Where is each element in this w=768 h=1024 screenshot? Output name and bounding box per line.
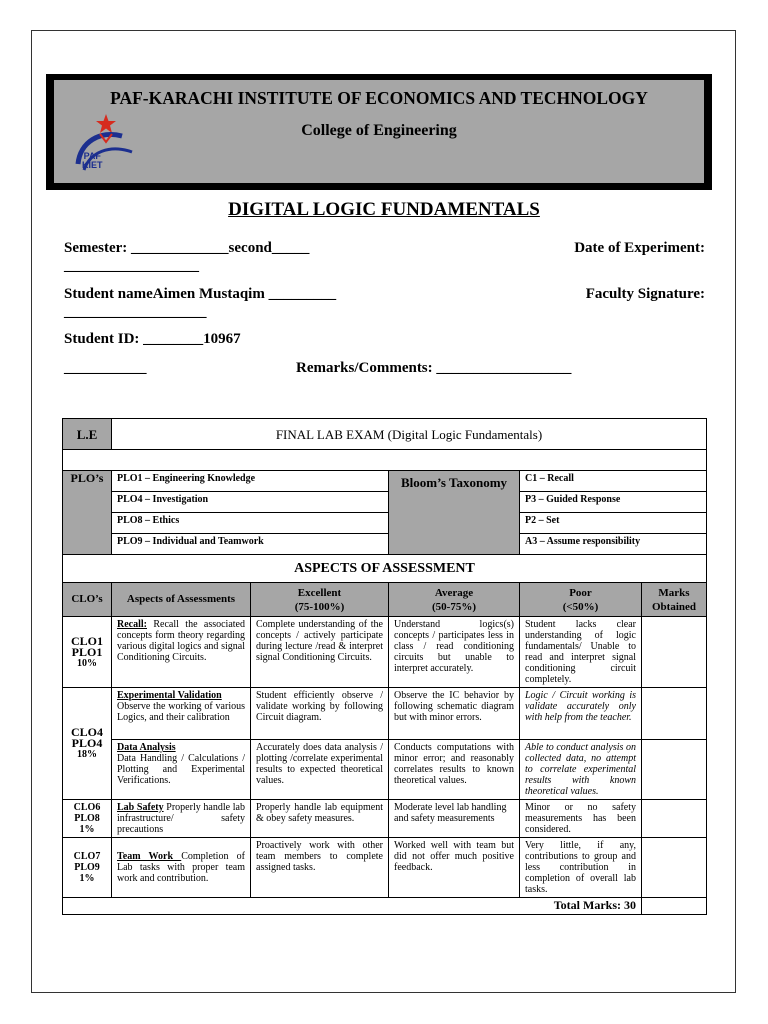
marks-cell[interactable] xyxy=(642,617,707,688)
blooms-item: C1 – Recall xyxy=(520,471,707,492)
poor-cell: Able to conduct analysis on collected data, no attempt to correlate experimental results with known theoretical values. xyxy=(520,740,642,800)
logo-text xyxy=(82,152,103,170)
plos-label: PLO’s xyxy=(63,471,112,555)
exam-title xyxy=(112,419,707,450)
plo-row-1 xyxy=(63,471,707,492)
assessment-rubric-table xyxy=(62,418,707,915)
blooms-taxonomy-label: Bloom’s Taxonomy xyxy=(389,471,520,555)
clo-weight: 18% xyxy=(77,749,97,760)
aspect-title: Lab Safety xyxy=(117,802,164,813)
total-marks: Total Marks: 30 xyxy=(63,898,642,915)
clo-cell xyxy=(63,688,112,800)
date-of-experiment-line: __________________ xyxy=(64,258,199,274)
spacer-row xyxy=(63,450,707,471)
col-poor-range: (<50%) xyxy=(562,600,599,613)
aspect-title: Recall: xyxy=(117,619,147,630)
table-row xyxy=(63,688,707,740)
excellent-cell: Student efficiently observe / validate working by following Circuit diagram. xyxy=(251,688,389,740)
total-marks-value[interactable] xyxy=(642,898,707,915)
clo-weight: 1% xyxy=(79,824,95,835)
aspect-text: Data Handling / Calculations / Plotting and Experimental Verifications. xyxy=(117,753,245,786)
plo-code: PLO1 xyxy=(71,644,103,659)
average-cell: Conducts computations with minor error; and reasonably correlates results to known theoretical values. xyxy=(389,740,520,800)
average-cell: Worked well with team but did not offer much positive feedback. xyxy=(389,838,520,898)
clo-cell xyxy=(63,617,112,688)
clo-code: CLO4 xyxy=(70,725,103,739)
logo-text-kiet: KIET xyxy=(82,160,103,170)
document-title: DIGITAL LOGIC FUNDAMENTALS xyxy=(228,199,540,220)
plo-row-2 xyxy=(63,492,707,513)
col-excellent xyxy=(251,583,389,617)
table-row xyxy=(63,617,707,688)
poor-cell: Student lacks clear understanding of logic fundamentals/ Unable to read and interpret signal conditioning circuit completely. xyxy=(520,617,642,688)
plo-code: PLO4 xyxy=(71,736,103,750)
clo-cell xyxy=(63,800,112,838)
poor-cell: Very little, if any, contributions to group and less contribution in completion of overall lab tasks. xyxy=(520,838,642,898)
table-row xyxy=(63,838,707,898)
header-banner xyxy=(46,74,712,190)
logo-text-paf: PAF xyxy=(83,151,101,161)
blooms-item: A3 – Assume responsibility xyxy=(520,534,707,555)
semester-field: Semester: _____________second_____ xyxy=(64,240,310,256)
col-average-label: Average xyxy=(434,586,474,599)
aspect-cell xyxy=(112,800,251,838)
remarks-field: Remarks/Comments: __________________ xyxy=(296,360,572,376)
marks-cell[interactable] xyxy=(642,688,707,740)
excellent-cell: Complete understanding of the concepts / actively participate during lecture /read & interpret signal Conditioning Circuits. xyxy=(251,617,389,688)
header-inner xyxy=(54,80,704,183)
aspect-text: Recall the associated concepts form theory regarding various digital logics and signal Conditioning Circuits. xyxy=(117,619,245,663)
poor-cell: Minor or no safety measurements has been considered. xyxy=(520,800,642,838)
aspect-cell xyxy=(112,838,251,898)
blank-line: ___________ xyxy=(64,360,147,376)
aspects-heading-row xyxy=(63,555,707,583)
aspect-title: Experimental Validation xyxy=(117,690,222,701)
marks-cell[interactable] xyxy=(642,740,707,800)
date-of-experiment-label: Date of Experiment: xyxy=(574,240,705,256)
plo-item: PLO1 – Engineering Knowledge xyxy=(112,471,389,492)
average-cell: Observe the IC behavior by following schematic diagram but with minor errors. xyxy=(389,688,520,740)
poor-cell: Logic / Circuit working is validate accurately only with help from the teacher. xyxy=(520,688,642,740)
marks-cell[interactable] xyxy=(642,800,707,838)
aspect-title: Team Work xyxy=(117,851,182,862)
faculty-signature-line: ___________________ xyxy=(64,304,207,320)
col-excellent-label: Excellent xyxy=(297,586,342,599)
col-average-range: (50-75%) xyxy=(432,600,476,613)
clo-code: CLO6 xyxy=(73,802,101,813)
faculty-signature-label: Faculty Signature: xyxy=(585,286,705,302)
aspect-cell xyxy=(112,617,251,688)
aspect-text: Properly handle lab infrastructure/ safety precautions xyxy=(117,802,245,835)
exam-title-text: FINAL LAB EXAM (Digital Logic Fundamentals) xyxy=(275,426,543,442)
table-row xyxy=(63,740,707,800)
col-clos: CLO’s xyxy=(63,583,112,617)
aspects-heading: ASPECTS OF ASSESSMENT xyxy=(63,555,707,583)
col-marks: Marks Obtained xyxy=(642,583,707,617)
plo-code: PLO9 xyxy=(74,862,100,873)
aspect-text: Completion of Lab tasks with proper team work and contribution. xyxy=(117,851,245,884)
col-poor xyxy=(520,583,642,617)
student-name-field: Student nameAimen Mustaqim _________ xyxy=(64,286,337,302)
col-poor-label: Poor xyxy=(569,586,592,599)
college-name: College of Engineering xyxy=(301,122,457,139)
plo-item: PLO4 – Investigation xyxy=(112,492,389,513)
excellent-cell: Accurately does data analysis / plotting /correlate experimental results to expected theoretical values. xyxy=(251,740,389,800)
blooms-item: P2 – Set xyxy=(520,513,707,534)
aspect-title: Data Analysis xyxy=(117,742,176,753)
aspect-cell xyxy=(112,740,251,800)
clo-code: CLO1 xyxy=(70,633,103,648)
col-excellent-range: (75-100%) xyxy=(294,600,345,613)
plo-code: PLO8 xyxy=(74,813,100,824)
blooms-item: P3 – Guided Response xyxy=(520,492,707,513)
col-aspects: Aspects of Assessments xyxy=(112,583,251,617)
le-row xyxy=(63,419,707,450)
average-cell: Moderate level lab handling and safety measurements xyxy=(389,800,520,838)
clo-cell xyxy=(63,838,112,898)
aspect-text: Observe the working of various Logics, and their calibration xyxy=(117,701,245,723)
total-row xyxy=(63,898,707,915)
le-label: L.E xyxy=(63,419,112,450)
plo-item: PLO9 – Individual and Teamwork xyxy=(112,534,389,555)
average-cell: Understand logics(s) concepts / participates less in class / read conditioning circuits but unable to interpret accurately. xyxy=(389,617,520,688)
clo-weight: 1% xyxy=(79,873,95,884)
plo-item: PLO8 – Ethics xyxy=(112,513,389,534)
student-id-field: Student ID: ________10967 xyxy=(64,331,241,347)
plo-row-3 xyxy=(63,513,707,534)
excellent-cell: Properly handle lab equipment & obey safety measures. xyxy=(251,800,389,838)
plo-row-4 xyxy=(63,534,707,555)
institute-name: PAF-KARACHI INSTITUTE OF ECONOMICS AND TECHNOLOGY xyxy=(110,88,648,108)
col-average xyxy=(389,583,520,617)
clo-code: CLO7 xyxy=(73,851,101,862)
excellent-cell: Proactively work with other team members to complete assigned tasks. xyxy=(251,838,389,898)
aspect-cell xyxy=(112,688,251,740)
clo-weight: 10% xyxy=(77,657,97,669)
table-row xyxy=(63,800,707,838)
spacer-cell xyxy=(63,450,707,471)
column-header-row xyxy=(63,583,707,617)
paf-kiet-logo xyxy=(70,112,138,182)
marks-cell[interactable] xyxy=(642,838,707,898)
